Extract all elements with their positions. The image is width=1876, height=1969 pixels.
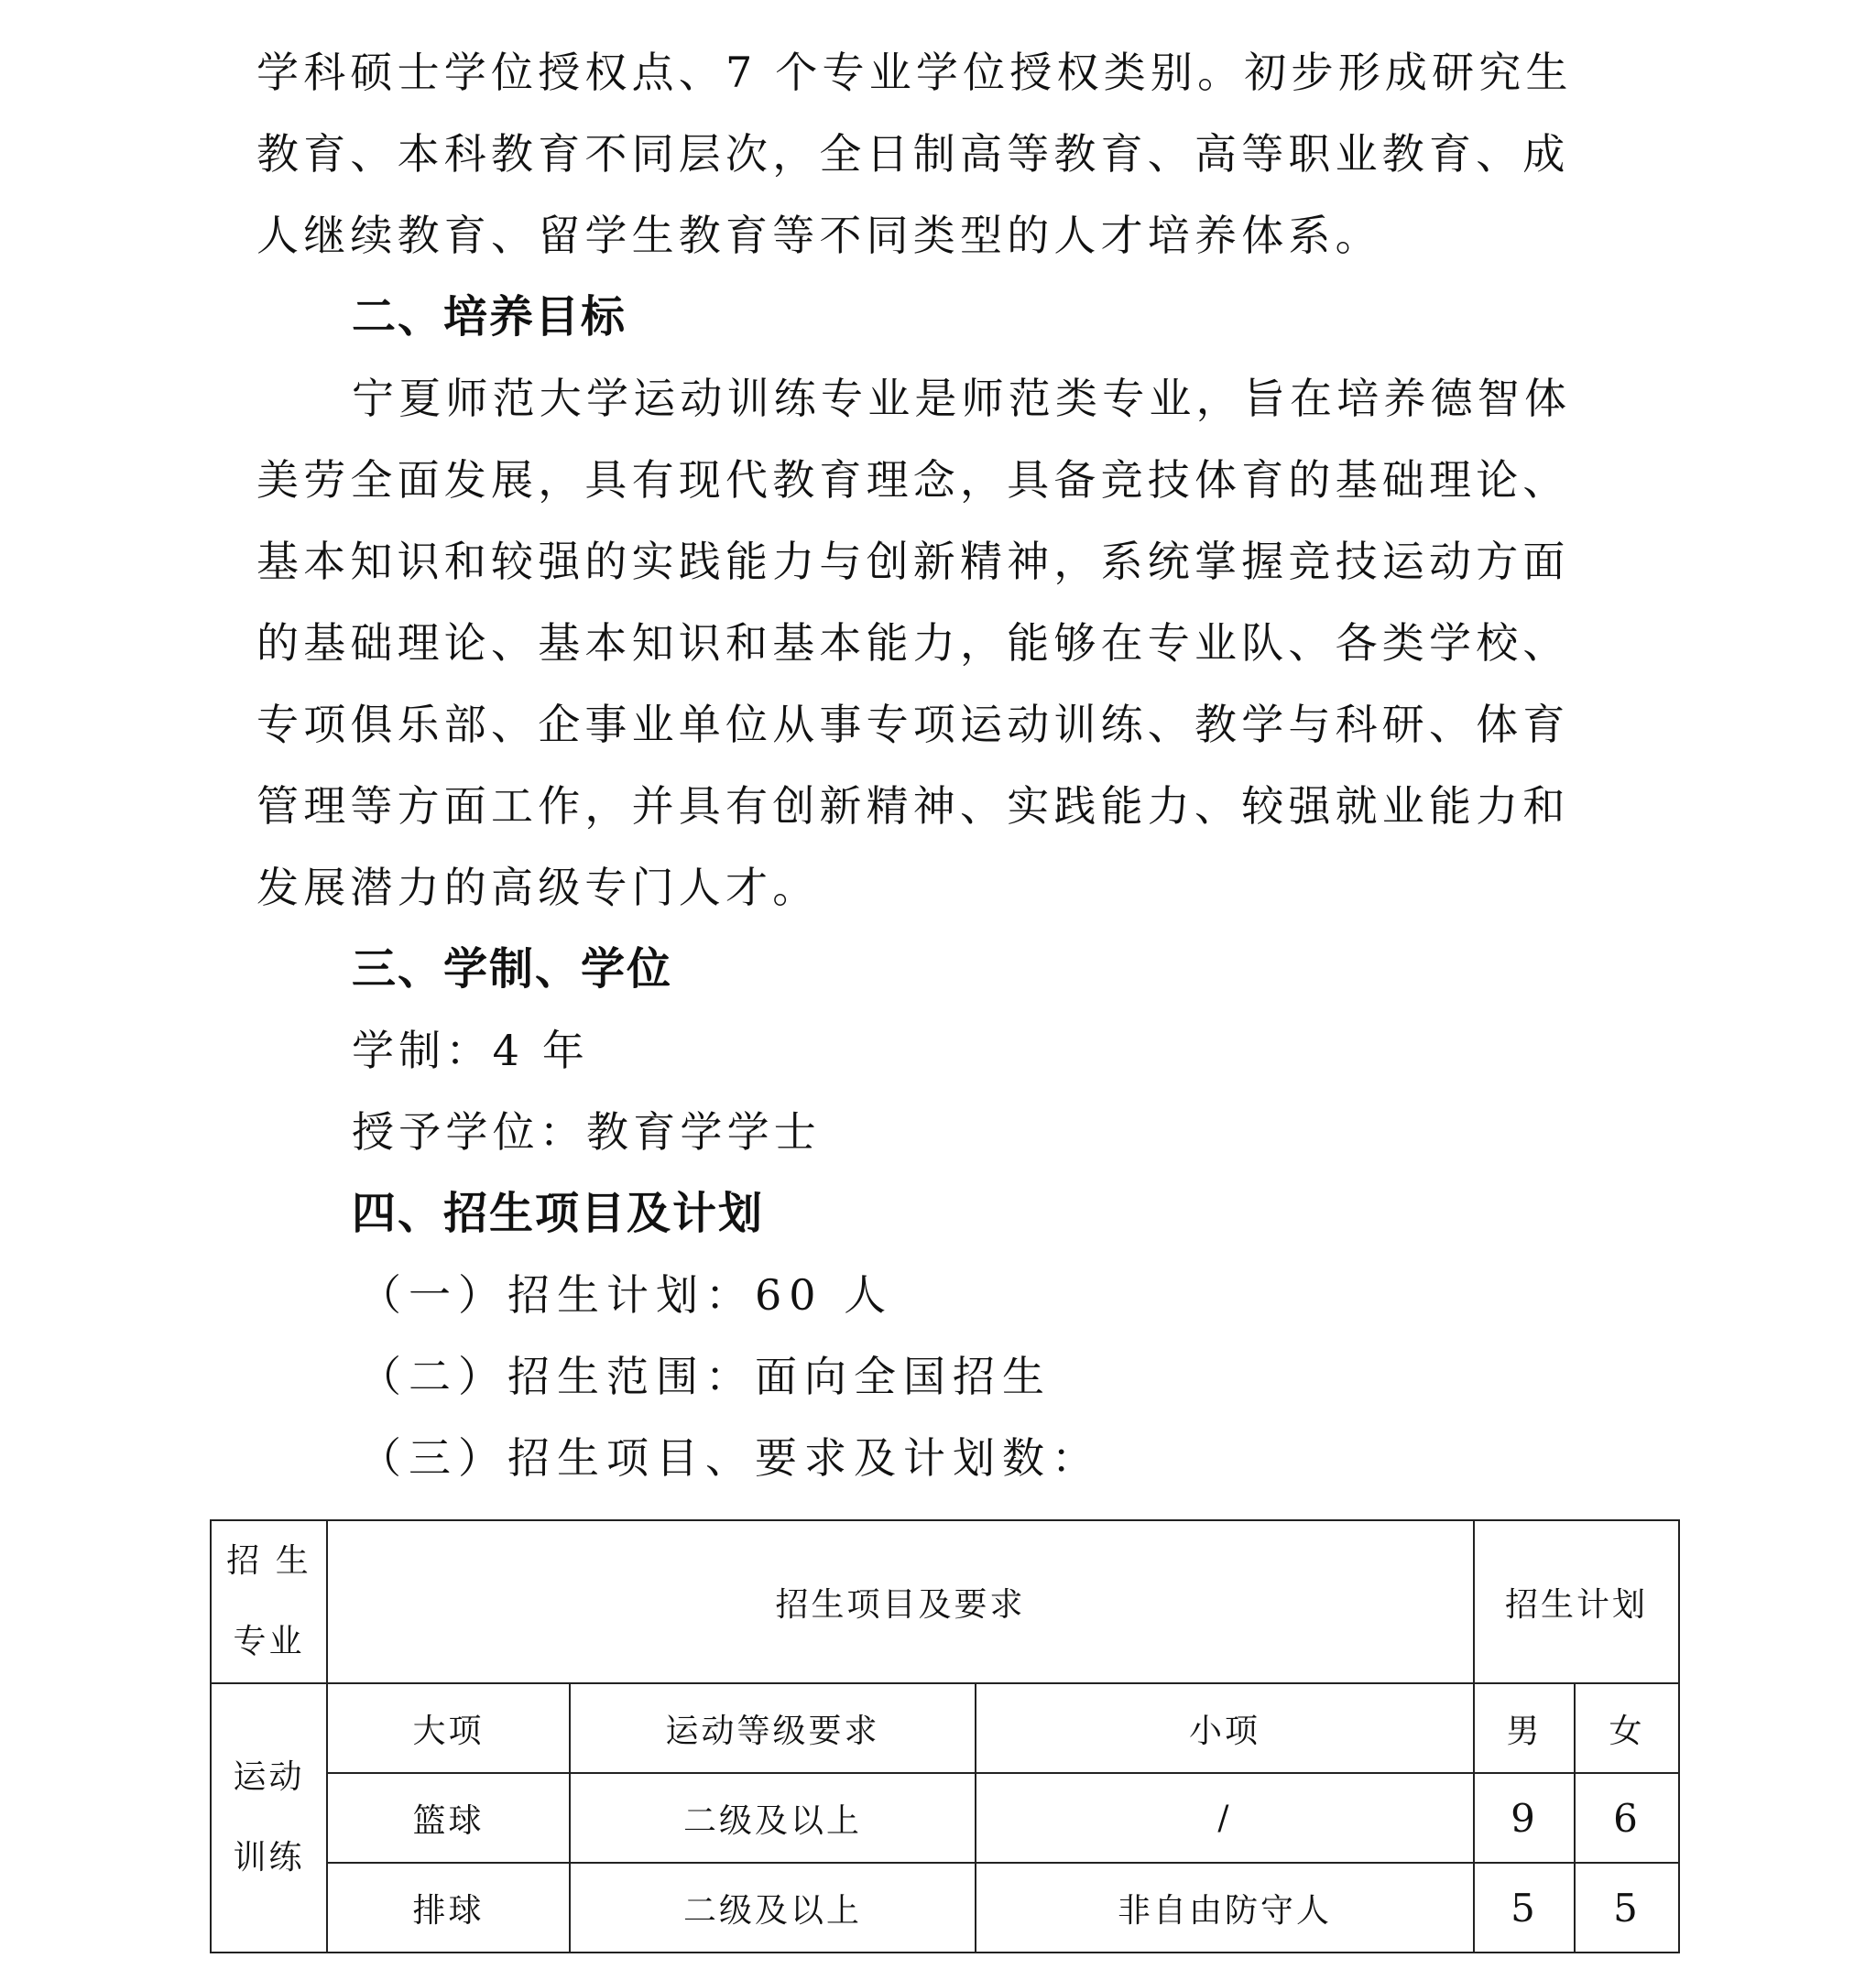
section-heading-duration-degree: 三、学制、学位 (352, 943, 673, 995)
row-category: 篮球 (327, 1773, 570, 1863)
text-line: 学科硕士学位授权点、7 个专业学位授权类别。初步形成研究生 (256, 48, 1573, 97)
header-major-line: 招 生 (226, 1542, 311, 1580)
table-subheader-row (211, 1683, 1679, 1773)
row-male: 5 (1474, 1863, 1575, 1953)
header-plan-cell: 招生计划 (1474, 1520, 1679, 1683)
table-row (211, 1773, 1679, 1863)
row-level: 二级及以上 (570, 1773, 976, 1863)
major-line: 训练 (233, 1839, 305, 1877)
row-male: 9 (1474, 1773, 1575, 1863)
table-header-row (211, 1520, 1679, 1683)
enrollment-scope-item: （二）招生范围：面向全国招生 (359, 1352, 1052, 1401)
text-line: 管理等方面工作，并具有创新精神、实践能力、较强就业能力和 (256, 781, 1570, 831)
row-event: / (976, 1773, 1474, 1863)
text-line: 基本知识和较强的实践能力与创新精神，系统掌握竞技运动方面 (256, 537, 1570, 586)
row-female: 6 (1575, 1773, 1679, 1863)
major-line: 运动 (233, 1758, 305, 1796)
subheader-event: 小项 (976, 1683, 1474, 1773)
section-heading-enrollment: 四、招生项目及计划 (352, 1188, 765, 1239)
text-line: 专项俱乐部、企事业单位从事专项运动训练、教学与科研、体育 (256, 700, 1570, 749)
degree-text: 授予学位：教育学学士 (352, 1107, 821, 1157)
text-line: 人继续教育、留学生教育等不同类型的人才培养体系。 (256, 211, 1382, 260)
row-category: 排球 (327, 1863, 570, 1953)
header-items-cell: 招生项目及要求 (327, 1520, 1474, 1683)
text-line: 的基础理论、基本知识和基本能力，能够在专业队、各类学校、 (256, 618, 1570, 668)
text-line: 宁夏师范大学运动训练专业是师范类专业，旨在培养德智体 (352, 374, 1572, 423)
text-line: 教育、本科教育不同层次，全日制高等教育、高等职业教育、成 (256, 129, 1570, 179)
text-line: 发展潜力的高级专门人才。 (256, 863, 820, 912)
subheader-category: 大项 (327, 1683, 570, 1773)
text-line: 美劳全面发展，具有现代教育理念，具备竞技体育的基础理论、 (256, 455, 1570, 505)
row-level: 二级及以上 (570, 1863, 976, 1953)
enrollment-plan-item: （一）招生计划：60 人 (359, 1270, 894, 1320)
header-major-cell (211, 1520, 327, 1683)
major-cell (211, 1683, 327, 1953)
enrollment-table (210, 1519, 1680, 1953)
enrollment-items-intro: （三）招生项目、要求及计划数： (359, 1433, 1101, 1483)
row-event: 非自由防守人 (976, 1863, 1474, 1953)
duration-text: 学制：4 年 (352, 1026, 590, 1075)
table-row (211, 1863, 1679, 1953)
subheader-level: 运动等级要求 (570, 1683, 976, 1773)
row-female: 5 (1575, 1863, 1679, 1953)
subheader-female: 女 (1575, 1683, 1679, 1773)
header-major-line: 专业 (233, 1623, 305, 1660)
subheader-male: 男 (1474, 1683, 1575, 1773)
section-heading-training-goals: 二、培养目标 (352, 291, 627, 343)
